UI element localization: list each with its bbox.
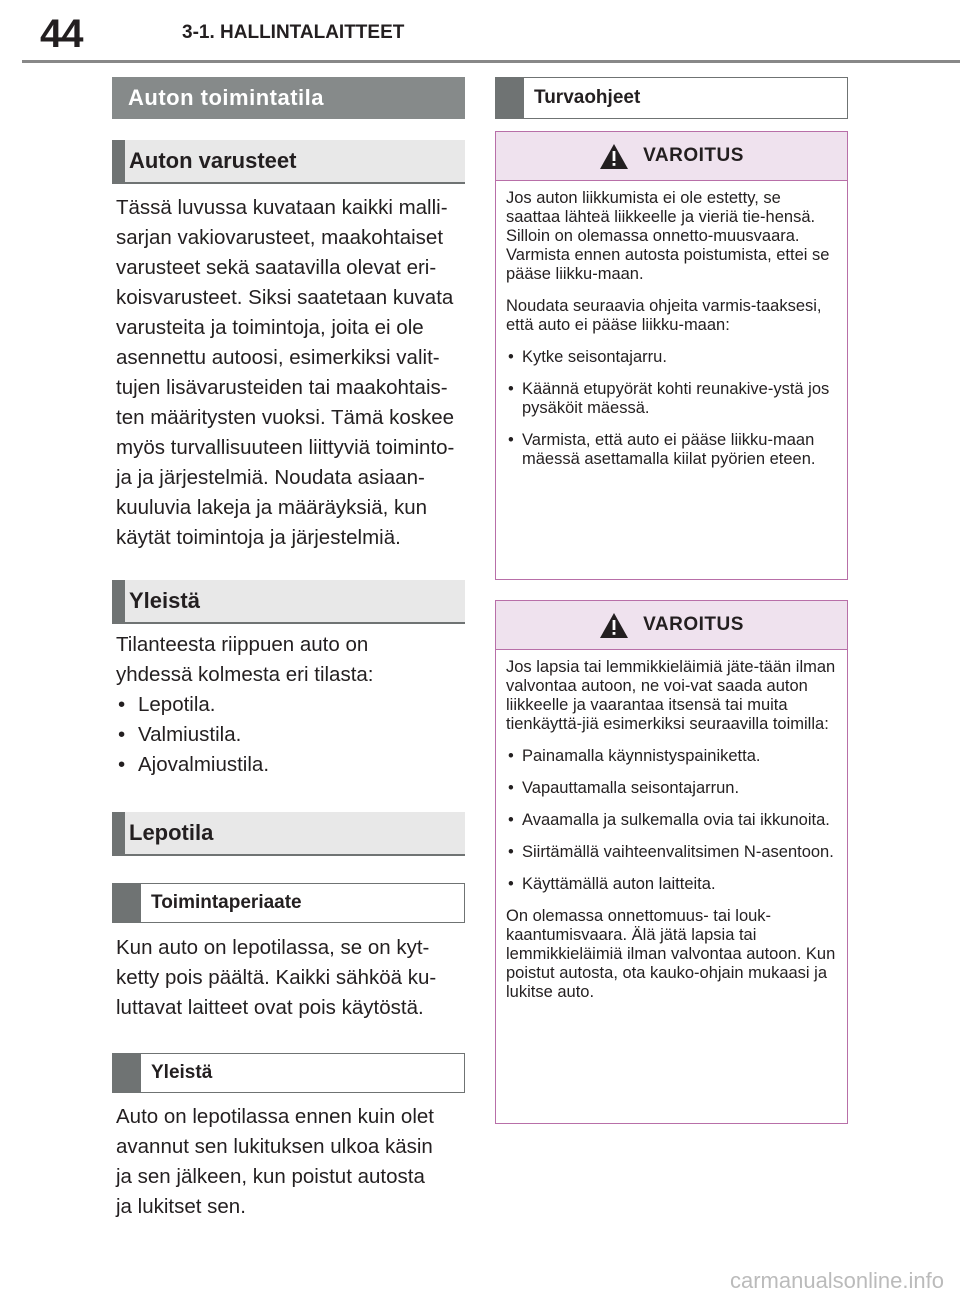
text-line: ja sen jälkeen, kun poistut autosta xyxy=(116,1165,425,1188)
section-title: 3-1. HALLINTALAITTEET xyxy=(182,22,405,43)
equipment-heading-bar xyxy=(112,140,465,184)
main-heading-bar xyxy=(112,77,465,119)
text-line: avannut sen lukituksen ulkoa käsin xyxy=(116,1135,433,1158)
general2-heading-box xyxy=(112,1053,465,1093)
text-line: varusteet sekä saatavilla olevat eri- xyxy=(116,256,437,279)
list-item: • Käännä etupyörät kohti reunakive-ystä jos pysäköit mäessä. xyxy=(506,380,837,418)
warning-box-1 xyxy=(495,131,848,580)
principle-heading: Toimintaperiaate xyxy=(151,892,302,913)
main-heading: Auton toimintatila xyxy=(128,85,324,110)
heading-marker xyxy=(113,884,141,922)
principle-text xyxy=(116,933,476,1023)
text-line: sarjan vakiovarusteet, maakohtaiset xyxy=(116,226,444,249)
warning-paragraph: Jos auton liikkumista ei ole estetty, se saattaa lähteä liikkeelle ja vieriä tie-hensä. Silloin on olemassa onnetto-muusvaara. Varmista ennen autosta poistumista, ettei se pääse liikku-maan. xyxy=(506,189,830,283)
list-item: • Kytke seisontajarru. xyxy=(506,348,837,367)
text-line: ketty pois päältä. Kaikki sähköä ku- xyxy=(116,966,437,989)
warning-list xyxy=(506,747,837,894)
text-line: Auto on lepotilassa ennen kuin olet xyxy=(116,1105,434,1128)
warning-list xyxy=(506,348,837,469)
warning-header xyxy=(496,601,847,650)
warning-body xyxy=(496,181,847,479)
text-line: luttavat laitteet ovat pois käytöstä. xyxy=(116,996,424,1019)
general-heading: Yleistä xyxy=(129,588,200,613)
list-item: • Painamalla käynnistyspainiketta. xyxy=(506,747,837,766)
general2-text xyxy=(116,1102,476,1222)
text-line: Tässä luvussa kuvataan kaikki malli- xyxy=(116,196,448,219)
list-item: • Avaamalla ja sulkemalla ovia tai ikkunoita. xyxy=(506,811,837,830)
page-number: 44 xyxy=(40,12,83,56)
text-line: kuuluvia lakeja ja määräyksiä, kun xyxy=(116,496,428,519)
footer-watermark: carmanualsonline.info xyxy=(729,1268,944,1293)
heading-marker xyxy=(496,78,524,118)
text-line: varusteita ja toimintoja, joita ei ole xyxy=(116,316,424,339)
heading-marker xyxy=(113,1054,141,1092)
list-item: • Varmista, että auto ei pääse liikku-maan mäessä asettamalla kiilat pyörien eteen. xyxy=(506,431,837,469)
text-line: Tilanteesta riippuen auto on xyxy=(116,633,369,656)
warning-paragraph: On olemassa onnettomuus- tai louk-kaantumisvaara. Älä jätä lapsia tai lemmikkieläimiä ilman valvontaa autoon. Kun poistut autosta, ota kauko-ohjain mukaasi ja lukitse auto. xyxy=(506,907,836,1001)
list-item: • Ajovalmiustila. xyxy=(116,750,476,780)
text-line: käytät toimintoja ja järjestelmiä. xyxy=(116,526,401,549)
rest-heading: Lepotila xyxy=(129,820,214,845)
text-line: myös turvallisuuteen liittyviä toiminto- xyxy=(116,436,455,459)
text-line: ten määritysten vuoksi. Tämä koskee xyxy=(116,406,455,429)
list-item: • Lepotila. xyxy=(116,690,476,720)
general-heading-bar xyxy=(112,580,465,624)
rest-heading-bar xyxy=(112,812,465,856)
general2-heading: Yleistä xyxy=(151,1062,213,1083)
warning-triangle-icon xyxy=(599,612,629,639)
safety-heading: Turvaohjeet xyxy=(534,87,641,108)
text-line: Kun auto on lepotilassa, se on kyt- xyxy=(116,936,430,959)
warning-paragraph: Noudata seuraavia ohjeita varmis-taaksesi, että auto ei pääse liikku-maan: xyxy=(506,297,822,334)
warning-box-2 xyxy=(495,600,848,1124)
safety-heading-box xyxy=(495,77,848,119)
list-item: • Siirtämällä vaihteenvalitsimen N-asentoon. xyxy=(506,843,837,862)
equipment-text xyxy=(116,193,476,553)
warning-triangle-icon xyxy=(599,143,629,170)
text-line: asennettu autoosi, esimerkiksi valit- xyxy=(116,346,440,369)
general-text xyxy=(116,630,476,780)
list-item: • Vapauttamalla seisontajarrun. xyxy=(506,779,837,798)
list-item: • Käyttämällä auton laitteita. xyxy=(506,875,837,894)
text-line: koisvarusteet. Siksi saatetaan kuvata xyxy=(116,286,454,309)
text-line: ja ja järjestelmiä. Noudata asiaan- xyxy=(116,466,425,489)
text-line: tujen lisävarusteiden tai maakohtais- xyxy=(116,376,448,399)
header-rule xyxy=(22,60,960,63)
equipment-heading: Auton varusteet xyxy=(129,148,297,173)
list-item: • Valmiustila. xyxy=(116,720,476,750)
principle-heading-box xyxy=(112,883,465,923)
warning-header xyxy=(496,132,847,181)
state-list xyxy=(116,690,476,780)
warning-title: VAROITUS xyxy=(643,614,744,635)
text-line: ja lukitset sen. xyxy=(116,1195,246,1218)
warning-body xyxy=(496,650,847,1012)
warning-paragraph: Jos lapsia tai lemmikkieläimiä jäte-tään ilman valvontaa autoon, ne voi-vat saada auton liikkeelle ja vaarantaa itsensä tai muita tienkäyttä-jiä esimerkiksi seuraavilla toimilla: xyxy=(506,658,836,733)
warning-title: VAROITUS xyxy=(643,145,744,166)
text-line: yhdessä kolmesta eri tilasta: xyxy=(116,663,374,686)
